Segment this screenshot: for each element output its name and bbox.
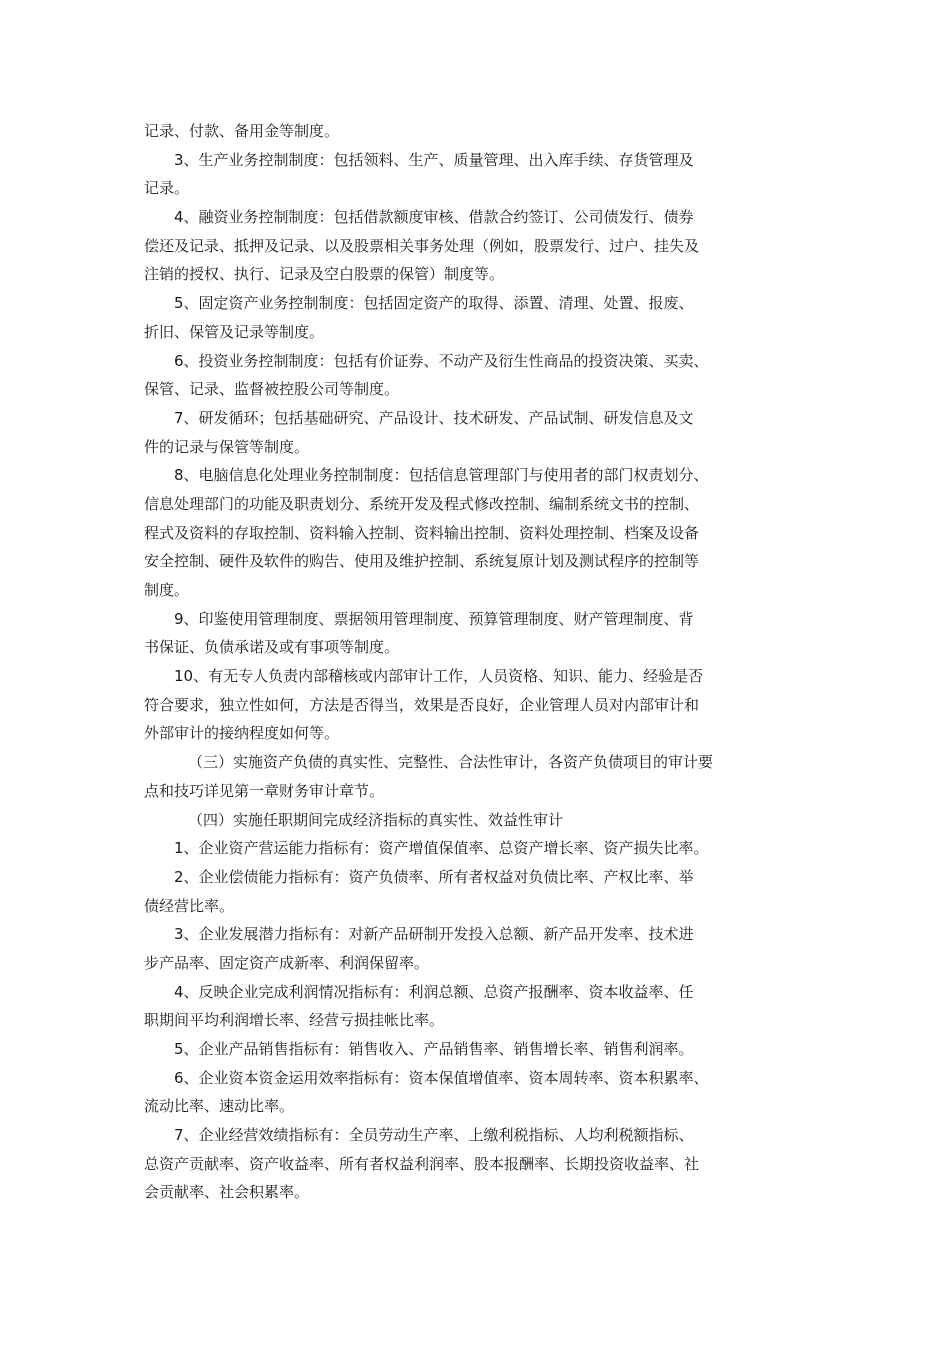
text-line: 3、企业发展潜力指标有：对新产品研制开发投入总额、新产品开发率、技术进 — [174, 925, 694, 944]
text-line: 书保证、负债承诺及或有事项等制度。 — [144, 638, 400, 657]
text-line: 6、投资业务控制制度：包括有价证券、不动产及衍生性商品的投资决策、买卖、 — [174, 351, 709, 370]
text-line: 会贡献率、社会积累率。 — [144, 1183, 310, 1202]
text-line: 债经营比率。 — [144, 896, 235, 915]
text-line: 7、企业经营效绩指标有：全员劳动生产率、上缴利税指标、人均利税额指标、 — [174, 1126, 694, 1145]
text-line: 件的记录与保管等制度。 — [144, 437, 310, 456]
text-line: 4、反映企业完成利润情况指标有：利润总额、总资产报酬率、资本收益率、任 — [174, 982, 694, 1001]
text-line: 2、企业偿债能力指标有：资产负债率、所有者权益对负债比率、产权比率、举 — [174, 867, 694, 886]
text-line: 5、固定资产业务控制制度：包括固定资产的取得、添置、清理、处置、报废、 — [174, 294, 694, 313]
text-line: 记录。 — [144, 179, 190, 198]
text-line: 3、生产业务控制制度：包括领料、生产、质量管理、出入库手续、存货管理及 — [174, 150, 694, 169]
text-line: 符合要求，独立性如何，方法是否得当，效果是否良好，企业管理人员对内部审计和 — [144, 695, 700, 714]
text-line: 折旧、保管及记录等制度。 — [144, 322, 325, 341]
document-page — [144, 117, 744, 1207]
text-line: 10、有无专人负责内部稽核或内部审计工作，人员资格、知识、能力、经验是否 — [174, 667, 704, 686]
text-line: 点和技巧详见第一章财务审计章节。 — [144, 781, 385, 800]
text-line: 流动比率、速动比率。 — [144, 1097, 295, 1116]
text-line: 4、融资业务控制制度：包括借款额度审核、借款合约签订、公司债发行、债券 — [174, 208, 694, 227]
text-line: （三）实施资产负债的真实性、完整性、合法性审计，各资产负债项目的审计要 — [188, 753, 714, 772]
text-line: 8、电脑信息化处理业务控制制度：包括信息管理部门与使用者的部门权责划分、 — [174, 466, 709, 485]
text-line: 偿还及记录、抵押及记录、以及股票相关事务处理（例如，股票发行、过户、挂失及 — [144, 236, 700, 255]
text-line: （四）实施任职期间完成经济指标的真实性、效益性审计 — [188, 810, 564, 829]
text-line: 7、研发循环；包括基础研究、产品设计、技术研发、产品试制、研发信息及文 — [174, 408, 694, 427]
text-line: 保管、记录、监督被控股公司等制度。 — [144, 380, 400, 399]
text-line: 注销的授权、执行、记录及空白股票的保管）制度等。 — [144, 265, 505, 284]
text-line: 安全控制、硬件及软件的购告、使用及维护控制、系统复原计划及测试程序的控制等 — [144, 552, 700, 571]
text-line: 总资产贡献率、资产收益率、所有者权益利润率、股本报酬率、长期投资收益率、社 — [144, 1154, 700, 1173]
text-line: 程式及资料的存取控制、资料输入控制、资料输出控制、资料处理控制、档案及设备 — [144, 523, 700, 542]
text-line: 5、企业产品销售指标有：销售收入、产品销售率、销售增长率、销售利润率。 — [174, 1040, 694, 1058]
text-line: 外部审计的接纳程度如何等。 — [144, 724, 340, 743]
text-line: 步产品率、固定资产成新率、利润保留率。 — [144, 953, 430, 972]
text-line: 1、企业资产营运能力指标有：资产增值保值率、总资产增长率、资产损失比率。 — [174, 839, 709, 858]
text-line: 9、印鉴使用管理制度、票据领用管理制度、预算管理制度、财产管理制度、背 — [174, 609, 694, 628]
text-line: 记录、付款、备用金等制度。 — [144, 122, 340, 140]
text-line: 制度。 — [144, 581, 190, 599]
text-line: 6、企业资本资金运用效率指标有：资本保值增值率、资本周转率、资本积累率、 — [174, 1068, 709, 1087]
text-line: 信息处理部门的功能及职责划分、系统开发及程式修改控制、编制系统文书的控制、 — [144, 494, 700, 513]
text-line: 职期间平均利润增长率、经营亏损挂帐比率。 — [144, 1011, 445, 1030]
